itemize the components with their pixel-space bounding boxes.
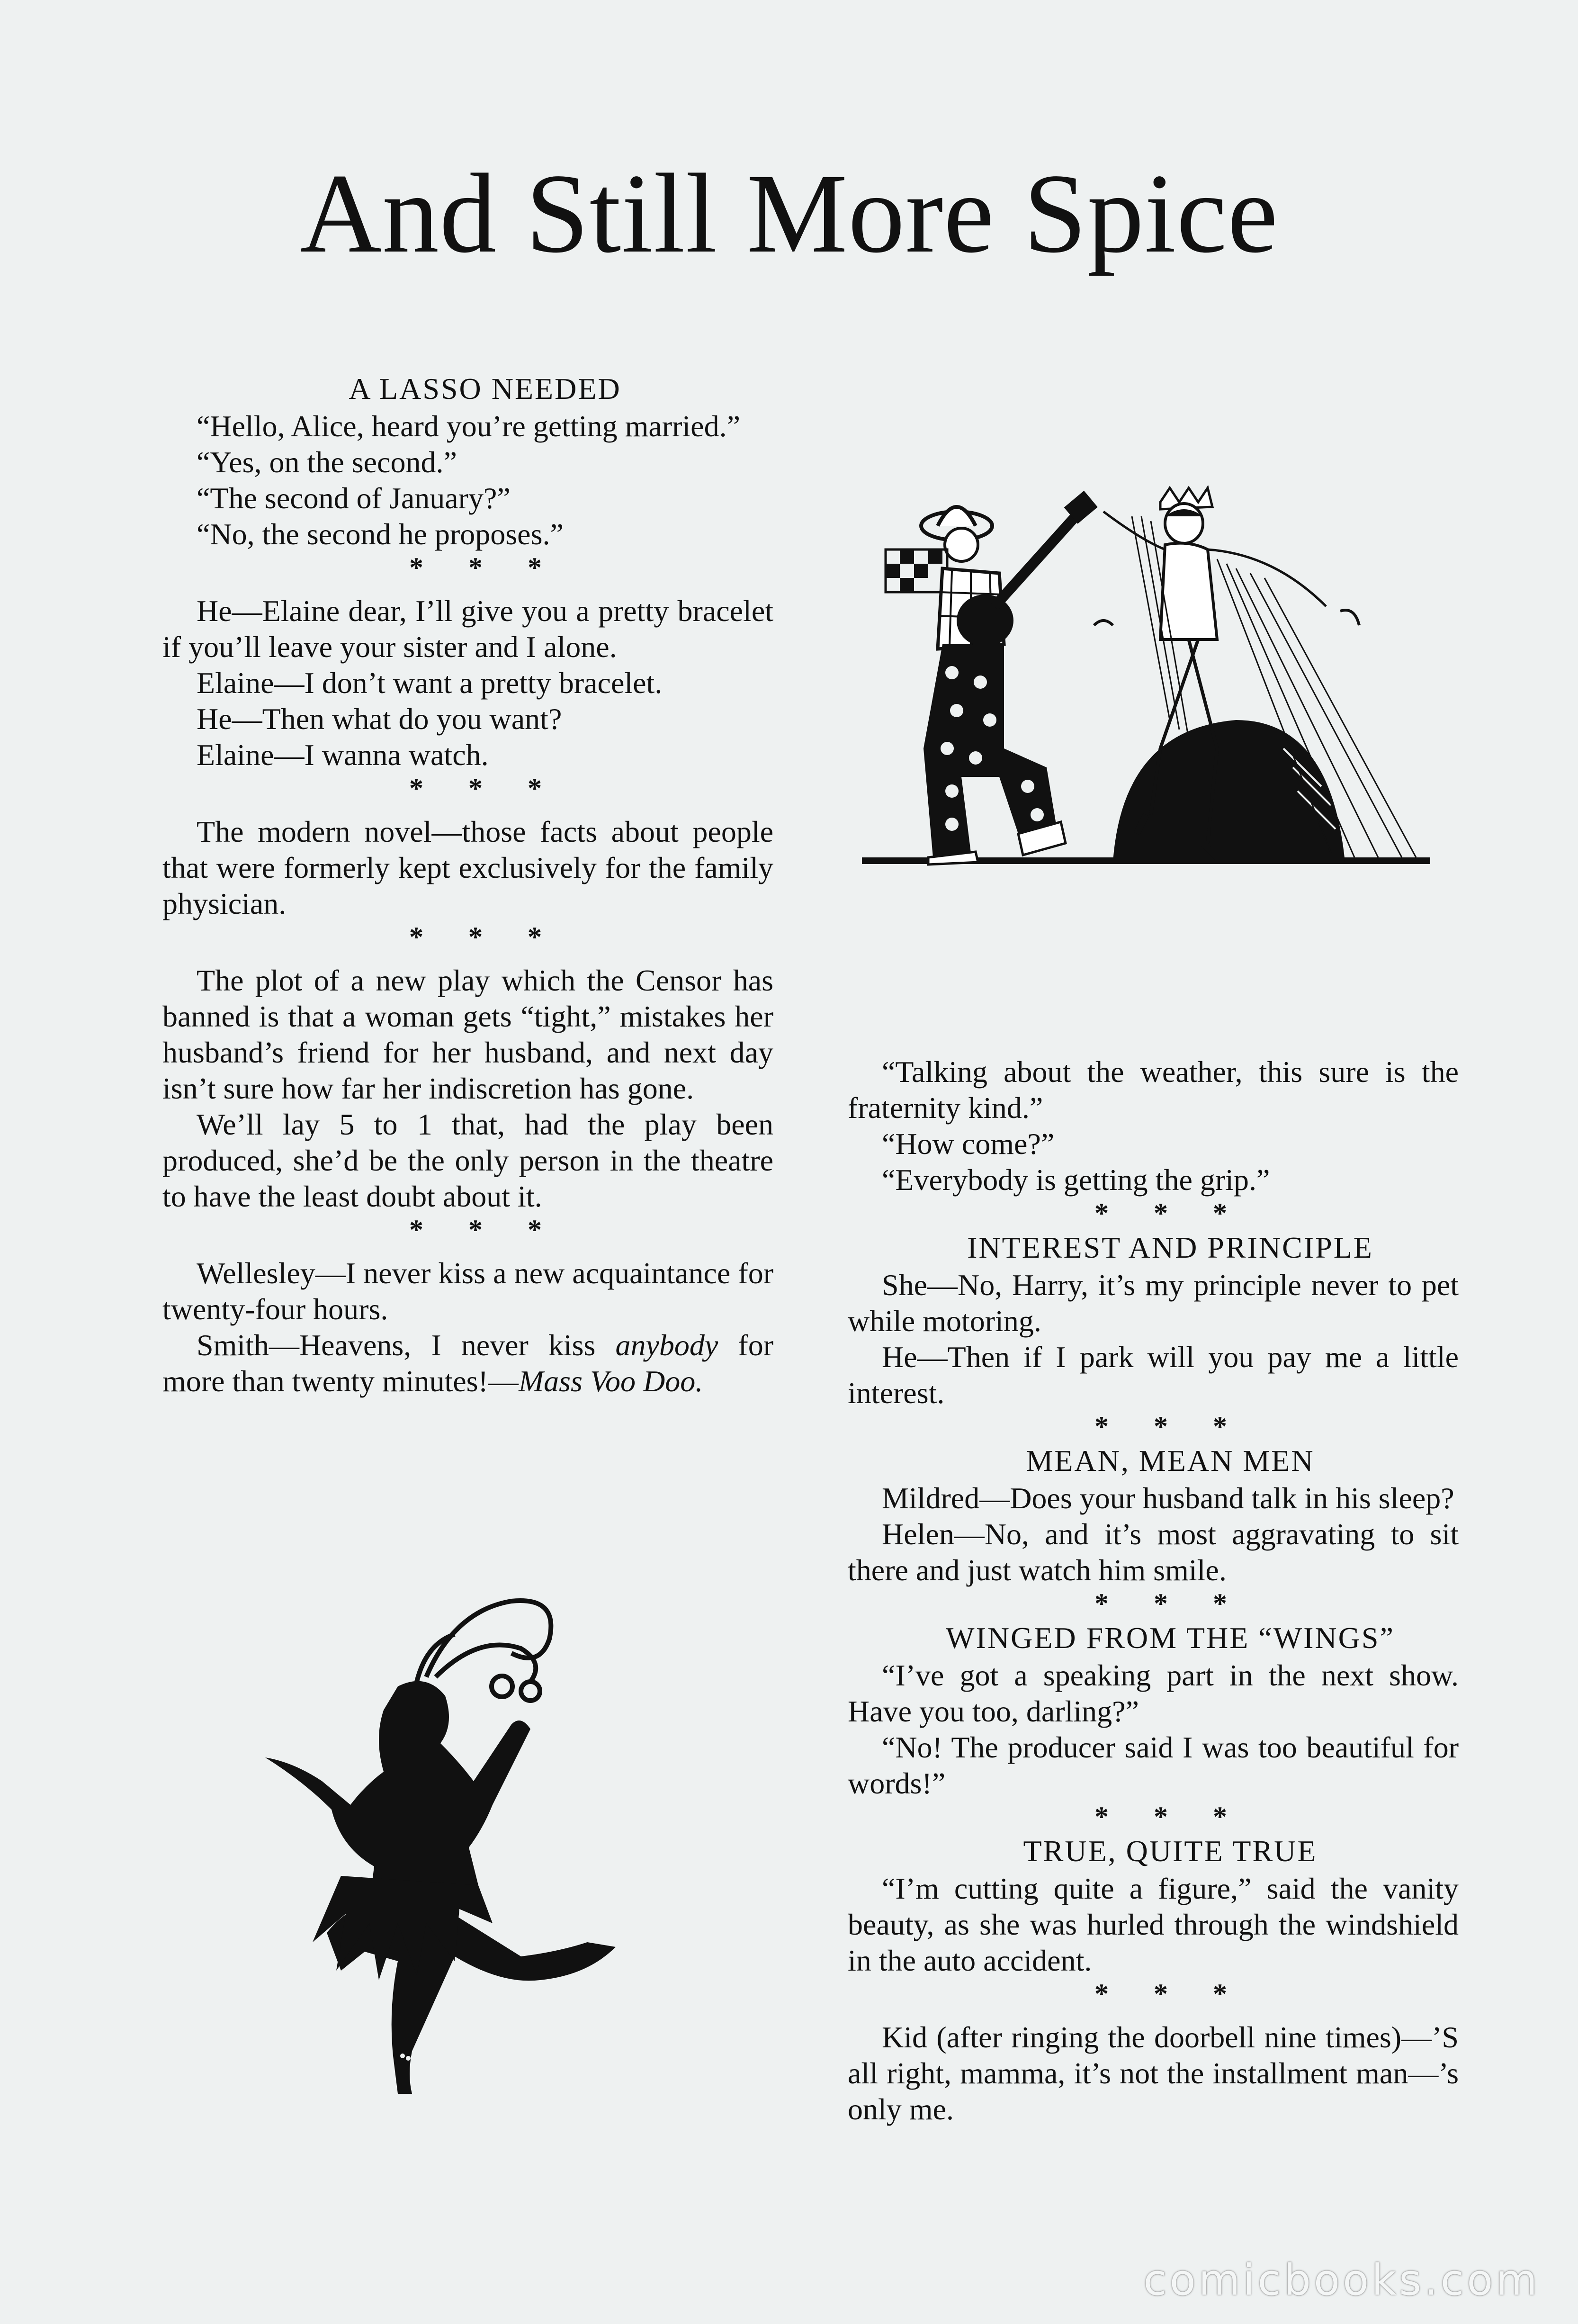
joke-line: “I’m cutting quite a figure,” said the vanity beauty, as she was hurled through the windshield in the auto accident. — [848, 1872, 1459, 1977]
separator-stars: * * * — [1094, 1411, 1246, 1442]
guitarist-and-dancer-illustration — [857, 483, 1454, 881]
joke-line: He—Then if I park will you pay me a little interest. — [848, 1340, 1459, 1410]
separator-stars: * * * — [409, 921, 561, 953]
silhouette-dancer-illustration — [256, 1582, 644, 2117]
joke-line: He—Then what do you want? — [197, 702, 562, 736]
joke-line: Wellesley—I never kiss a new acquaintance for twenty-four hours. — [162, 1256, 773, 1326]
joke-line: “No! The producer said I was too beautiful for words!” — [848, 1730, 1459, 1800]
right-column — [848, 1054, 1459, 2127]
joke-line: Mildred—Does your husband talk in his sleep? — [882, 1481, 1454, 1515]
joke-line: “The second of January?” — [197, 481, 511, 515]
joke-line: Helen—No, and it’s most aggravating to sit there and just watch him smile. — [848, 1517, 1459, 1587]
section-heading-wings: WINGED FROM THE “WINGS” — [946, 1621, 1395, 1655]
guitarist-figure — [886, 491, 1098, 865]
joke-emphasis: anybody — [615, 1328, 718, 1362]
section-heading-mean: MEAN, MEAN MEN — [1026, 1444, 1315, 1477]
section-heading-lasso: A LASSO NEEDED — [349, 372, 621, 405]
section-heading-interest: INTEREST AND PRINCIPLE — [967, 1231, 1373, 1264]
watermark: comicbooks.com — [1143, 2255, 1540, 2305]
page-title: And Still More Spice — [299, 150, 1279, 276]
section-heading-true: TRUE, QUITE TRUE — [1023, 1834, 1318, 1868]
joke-line: We’ll lay 5 to 1 that, had the play been produced, she’d be the only person in the theatre to have the least doubt about it. — [162, 1108, 773, 1213]
separator-stars: * * * — [409, 552, 561, 583]
separator-stars: * * * — [1094, 1588, 1246, 1619]
joke-line: “Talking about the weather, this sure is the fraternity kind.” — [848, 1055, 1459, 1125]
joke-line: “No, the second he proposes.” — [197, 517, 564, 551]
left-column — [162, 369, 773, 1399]
joke-line: Elaine—I don’t want a pretty bracelet. — [197, 666, 663, 700]
separator-stars: * * * — [409, 1214, 561, 1245]
joke-line: The modern novel—those facts about people that were formerly kept exclusively for the family physician. — [162, 815, 773, 920]
joke-line: She—No, Harry, it’s my principle never to pet while motoring. — [848, 1268, 1459, 1338]
joke-text: for more than twenty minutes!— — [162, 1328, 774, 1398]
joke-line: The plot of a new play which the Censor has banned is that a woman gets “tight,” mistakes her husband’s friend for her husband, and next day isn’t sure how far her indiscretion has gone. — [162, 964, 773, 1105]
source-credit: Mass Voo Doo. — [518, 1364, 703, 1398]
joke-line: “Yes, on the second.” — [197, 445, 457, 479]
joke-line — [162, 1327, 773, 1399]
separator-stars: * * * — [409, 773, 561, 804]
joke-text: Smith—Heavens, I never kiss — [197, 1328, 616, 1362]
joke-line: Elaine—I wanna watch. — [197, 738, 489, 772]
separator-stars: * * * — [1094, 1198, 1246, 1229]
separator-stars: * * * — [1094, 1978, 1246, 2009]
joke-line: Kid (after ringing the doorbell nine times)—’S all right, mamma, it’s not the installment man—’s only me. — [848, 2020, 1459, 2126]
joke-line: He—Elaine dear, I’ll give you a pretty bracelet if you’ll leave your sister and I alone. — [162, 594, 773, 664]
joke-line: “How come?” — [882, 1127, 1055, 1161]
joke-line: “Hello, Alice, heard you’re getting married.” — [197, 409, 740, 443]
separator-stars: * * * — [1094, 1801, 1246, 1832]
joke-line: “I’ve got a speaking part in the next show. Have you too, darling?” — [848, 1658, 1459, 1728]
joke-line: “Everybody is getting the grip.” — [882, 1163, 1270, 1197]
